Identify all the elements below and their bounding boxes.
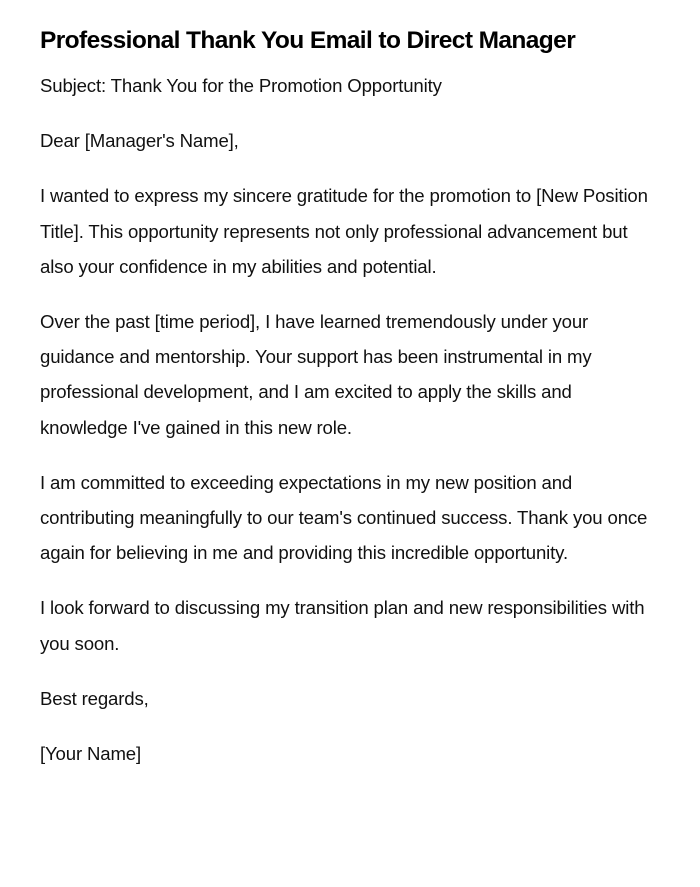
body-paragraph-gratitude: I wanted to express my sincere gratitude for the promotion to [New Position Title]. This opportunity represents not only professional advancement but also your confidence in my abilities and potential. [40, 185, 648, 277]
body-paragraph-mentorship: Over the past [time period], I have learned tremendously under your guidance and mentorship. Your support has been instrumental in my professional development, and I am excited to apply the skills and knowledge I've gained in this new role. [40, 311, 592, 438]
email-signature: [Your Name] [40, 743, 142, 765]
email-greeting: Dear [Manager's Name], [40, 130, 239, 152]
email-template-document [40, 24, 660, 791]
email-closing: Best regards, [40, 687, 149, 709]
body-paragraph-commitment: I am committed to exceeding expectations in my new position and contributing meaningfully to our team's continued success. Thank you once again for believing in me and providing this incredible opportunity. [40, 471, 648, 564]
document-title: Professional Thank You Email to Direct Manager [40, 27, 576, 54]
email-subject-line: Subject: Thank You for the Promotion Opportunity [40, 75, 442, 96]
body-paragraph-next-steps: I look forward to discussing my transition plan and new responsibilities with you soon. [40, 597, 645, 654]
